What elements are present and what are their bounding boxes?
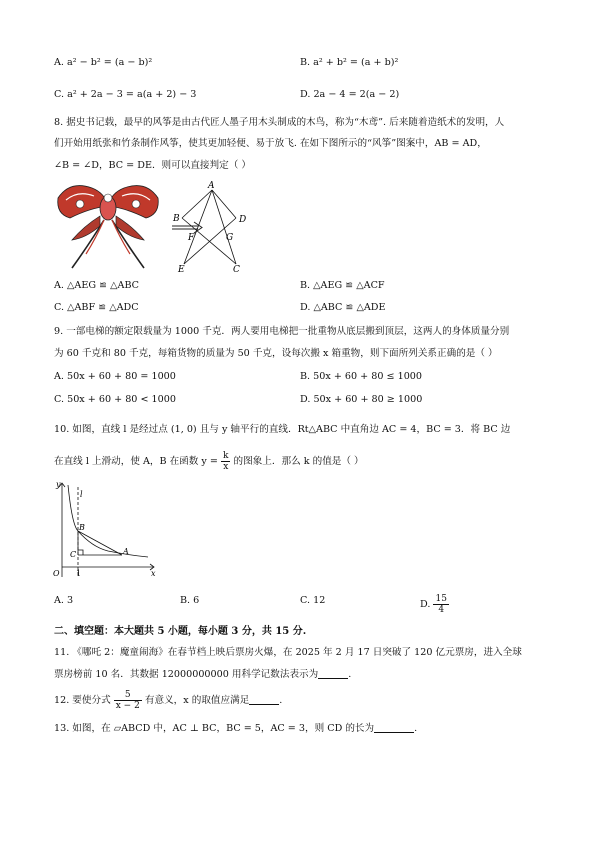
q8-stem-line3: ∠B = ∠D，BC = DE．则可以直接判定（ ） [54,160,251,171]
q12-end: . [279,695,283,706]
label-o: O [53,569,60,578]
q10-stem-line1: 10. 如图，直线 l 是经过点 (1, 0) 且与 y 轴平行的直线．Rt△ABC 中直角边 AC = 4，BC = 3．将 BC 边 [54,424,511,435]
q8-option-c: C. △ABF ≌ △ADC [54,302,139,313]
q12-answer-blank[interactable] [249,694,279,705]
label-e: E [178,265,185,273]
label-one: 1 [76,569,82,578]
q10-stem-line2-start: 在直线 l 上滑动，使 A，B 在函数 y = [54,456,218,467]
q10-option-d-label: D. [420,599,431,610]
q13-stem [54,722,417,736]
q8-option-a: A. △AEG ≌ △ABC [54,280,140,291]
kite-figure [50,178,255,273]
q11-end: . [348,669,352,680]
q12-post: 有意义，x 的取值应满足 [144,695,250,706]
right-angle-mark [78,550,83,555]
q10-stem-line2-end: 的图象上．那么 k 的值是（ ） [233,456,364,467]
label-l: l [80,490,83,499]
label-x: x [151,569,156,578]
fifteen-fourths-fraction: $\frac{15}{4}$ [435,594,447,615]
q13-end: . [414,723,418,734]
label-a: A [123,547,129,556]
q8-stem-line1: 8. 据史书记载，最早的风筝是由古代匠人墨子用木头制成的木鸟，称为“木鸢”. 后来随着造纸术的发明，人 [54,117,505,128]
q13-text: 13. 如图，在 ▱ABCD 中，AC ⊥ BC，BC = 5，AC = 3，则 CD 的长为 [54,723,375,734]
q11-stem-line2 [54,668,351,682]
q8-option-d: D. △ABC ≌ △ADE [300,302,386,313]
q11-stem-line1: 11. 《哪吒 2：魔童闹海》在春节档上映后票房火爆，在 2025 年 2 月 17 日突破了 120 亿元票房，进入全球 [54,647,522,658]
label-f: F [188,233,195,243]
kite-photo [58,186,159,268]
five-over-x-minus-2-fraction: $\frac{5}{x - 2}$ [115,690,140,711]
q9-option-d: D. 50x + 60 + 80 ≥ 1000 [300,394,423,405]
q7-option-b: B. a² + b² = (a + b)² [300,57,399,68]
kite-geometry-diagram [182,190,236,264]
q9-option-a: A. 50x + 60 + 80 = 1000 [54,371,176,382]
q12-stem [54,690,282,712]
q9-stem-line1: 9. 一部电梯的额定限载量为 1000 千克．两人要用电梯把一批重物从底层搬到顶层，这两人的身体质量分别 [54,326,510,337]
q9-option-b: B. 50x + 60 + 80 ≤ 1000 [300,371,423,382]
k-over-x-fraction: $\frac{k}{x}$ [223,451,229,472]
label-a: A [208,181,215,191]
q10-stem-line2 [54,451,364,472]
label-y: y [56,480,61,489]
q8-stem-line2: 们开始用纸张和竹条制作风筝，使其更加轻便、易于放飞. 在如下图所示的“风筝”图案中，AB = AD， [54,138,487,149]
q13-answer-blank[interactable] [374,722,414,733]
hypotenuse-ab [78,531,122,555]
label-g: G [226,233,234,243]
section-title-fill-in: 二、填空题：本大题共 5 小题，每小题 3 分，共 15 分. [54,626,307,637]
q11-answer-blank[interactable] [318,668,348,679]
label-c: C [70,550,77,559]
q7-option-d: D. 2a − 4 = 2(a − 2) [300,89,400,100]
q7-option-c: C. a² + 2a − 3 = a(a + 2) − 3 [54,89,197,100]
q8-option-b: B. △AEG ≌ △ACF [300,280,385,291]
q7-option-a: A. a² − b² = (a − b)² [54,57,153,68]
label-d: D [239,215,247,225]
q11-stem-line2-text: 票房榜前 10 名．其数据 12000000000 用科学记数法表示为 [54,669,319,680]
label-c: C [233,265,240,273]
label-b: B [79,523,85,532]
q10-option-a: A. 3 [54,595,74,606]
q10-option-d [420,594,449,615]
q10-option-b: B. 6 [180,595,200,606]
q10-option-c: C. 12 [300,595,326,606]
q12-pre: 12. 要使分式 [54,695,111,706]
label-b: B [173,214,180,224]
q9-option-c: C. 50x + 60 + 80 < 1000 [54,394,176,405]
q10-graph [48,477,160,583]
q9-stem-line2: 为 60 千克和 80 千克，每箱货物的质量为 50 千克，设每次搬 x 箱重物，则下面所列关系正确的是（ ） [54,348,498,359]
